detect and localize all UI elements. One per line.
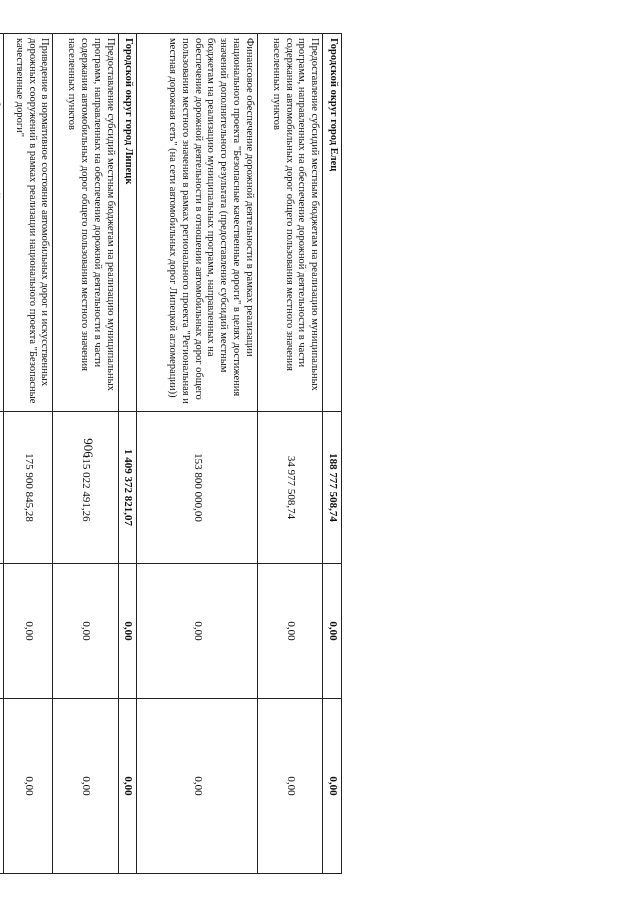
district-name-cell: Городской округ город Липецк (118, 34, 137, 412)
amount-cell-2: 0,00 (118, 564, 137, 699)
amount-cell-3: 0,00 (4, 699, 53, 874)
amount-cell-2: 0,00 (4, 564, 53, 699)
page-number: 906 (81, 438, 96, 458)
amount-cell-1: 153 800 000,00 (137, 412, 257, 564)
table-row (53, 34, 118, 874)
amount-cell-3: 0,00 (137, 699, 257, 874)
table-row (323, 34, 342, 874)
amount-cell-1 (0, 412, 4, 564)
amount-cell-2: 0,00 (53, 564, 118, 699)
budget-table (0, 33, 342, 874)
amount-cell-1: 188 777 508,74 (323, 412, 342, 564)
amount-cell-1: 115 022 491,26 (53, 412, 118, 564)
rotated-table-sheet (0, 33, 342, 873)
item-description-cell: Предоставление субсидий местным бюджетам на реализацию муниципальных программ, направленных на обеспечение дорожной деятельности в части содержания автомобильных дорог общего пользования местного значения населенных пунктов (257, 34, 322, 412)
amount-cell-2: 0,00 (257, 564, 322, 699)
amount-cell-1: 175 900 845,28 (4, 412, 53, 564)
amount-cell-2 (0, 564, 4, 699)
amount-cell-2: 0,00 (137, 564, 257, 699)
amount-cell-1: 34 977 508,74 (257, 412, 322, 564)
table-row (137, 34, 257, 874)
item-description-cell: Финансовое обеспечение дорожной деятельности в рамках реализации национального проекта "Безопасные качественные дороги" в целях достижения значений дополнительного результата (предоставление субсидий местным бюджетам на реализацию муниципальных программ, направленных на обеспечение дорожной деятельности в отношении автомобильных дорог общего пользования местного значения в рамках регионального проекта "Региональная и местная дорожная сеть" (на сети автомобильных дорог Липецкой агломерации)) (137, 34, 257, 412)
table-row (118, 34, 137, 874)
amount-cell-3 (0, 699, 4, 874)
item-description-cell: Приведение в нормативное состояние автомобильных дорог и искусственных дорожных сооружений в рамках реализации национального проекта "Безопасные качественные дороги" (4, 34, 53, 412)
table-row (4, 34, 53, 874)
amount-cell-2: 0,00 (323, 564, 342, 699)
table-row (0, 34, 4, 874)
table-row (257, 34, 322, 874)
amount-cell-1: 1 409 372 821,07 (118, 412, 137, 564)
amount-cell-3: 0,00 (257, 699, 322, 874)
district-name-cell: Городской округ город Елец (323, 34, 342, 412)
amount-cell-3: 0,00 (118, 699, 137, 874)
item-description-cell (0, 34, 4, 412)
item-description-cell: Предоставление субсидий местным бюджетам на реализацию муниципальных программ, направленных на обеспечение дорожной деятельности в части содержания автомобильных дорог общего пользования местного значения населенных пунктов (53, 34, 118, 412)
amount-cell-3: 0,00 (323, 699, 342, 874)
amount-cell-3: 0,00 (53, 699, 118, 874)
